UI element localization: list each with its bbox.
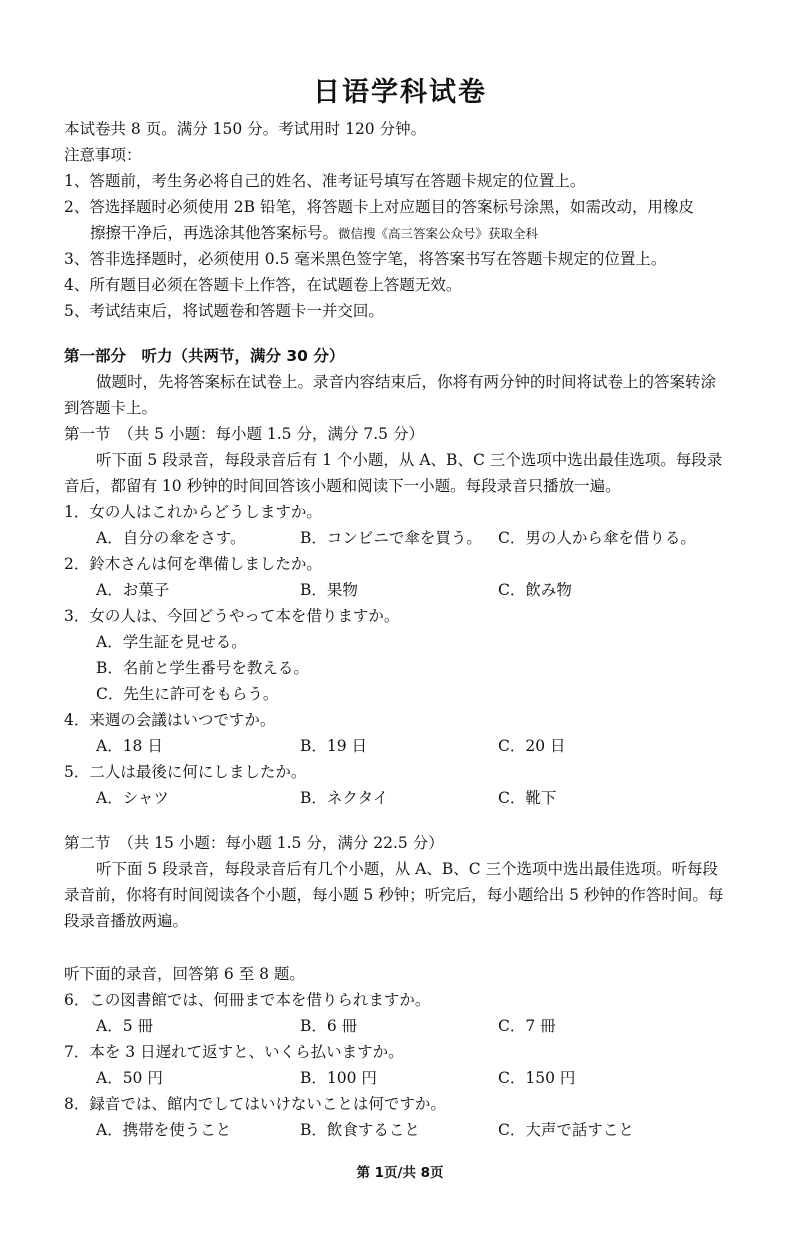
q1-option-a: A．自分の傘をさす。: [96, 529, 246, 547]
section1-heading: 第一节 （共 5 小题：每小题 1.5 分，满分 7.5 分）: [64, 425, 424, 443]
q7-option-b: B．100 円: [300, 1069, 377, 1087]
q6-option-b: B．6 冊: [300, 1017, 358, 1035]
section2-heading: 第二节 （共 15 小题：每小题 1.5 分，满分 22.5 分）: [64, 834, 444, 852]
q3-option-c: C．先生に許可をもらう。: [96, 685, 279, 703]
q2-option-c: C．飲み物: [498, 581, 572, 599]
q2-option-a: A．お菓子: [96, 581, 170, 599]
q4-option-c: C．20 日: [498, 737, 566, 755]
notice-2: 2、答选择题时必须使用 2B 铅笔，将答题卡上对应题目的答案标号涂黑，如需改动，用橡皮: [64, 198, 694, 216]
watermark-text: 微信搜《高三答案公众号》获取全科: [338, 226, 539, 241]
question-6: 6．この図書館では、何冊まで本を借りられますか。: [64, 991, 431, 1009]
q7-option-a: A．50 円: [96, 1069, 163, 1087]
notice-1: 1、答题前，考生务必将自己的姓名、准考证号填写在答题卡规定的位置上。: [64, 172, 586, 190]
part1-heading: 第一部分 听力（共两节，满分 30 分）: [64, 347, 345, 365]
part1-desc-2: 到答题卡上。: [64, 399, 158, 417]
q4-option-a: A．18 日: [96, 737, 163, 755]
q6-option-a: A．5 冊: [96, 1017, 153, 1035]
q2-option-b: B．果物: [300, 581, 358, 599]
q8-option-c: C．大声で話すこと: [498, 1121, 634, 1139]
intro-text: 本试卷共 8 页。满分 150 分。考试用时 120 分钟。: [64, 120, 427, 138]
page-title: 日语学科试卷: [313, 77, 487, 108]
page-footer: 第 1页/共 8页: [356, 1165, 444, 1181]
q5-option-c: C．靴下: [498, 789, 557, 807]
part1-desc-1: 做题时，先将答案标在试卷上。录音内容结束后，你将有两分钟的时间将试卷上的答案转涂: [96, 373, 717, 391]
notice-5: 5、考试结束后，将试题卷和答题卡一并交回。: [64, 302, 384, 320]
notice-4: 4、所有题目必须在答题卡上作答，在试题卷上答题无效。: [64, 276, 462, 294]
notice-2-cont: [90, 221, 538, 243]
q7-option-c: C．150 円: [498, 1069, 576, 1087]
section2-desc-2: 录音前，你将有时间阅读各个小题，每小题 5 秒钟；听完后，每小题给出 5 秒钟的作答时间。每: [64, 886, 724, 904]
question-3: 3．女の人は、今回どうやって本を借りますか。: [64, 607, 400, 625]
section2-desc-1: 听下面 5 段录音，每段录音后有几个小题，从 A、B、C 三个选项中选出最佳选项。听每段: [96, 860, 719, 878]
section1-desc-1: 听下面 5 段录音，每段录音后有 1 个小题，从 A、B、C 三个选项中选出最佳选项。每段录: [96, 451, 723, 469]
q3-option-a: A．学生証を見せる。: [96, 633, 247, 651]
section1-desc-2: 音后，都留有 10 秒钟的时间回答该小题和阅读下一小题。每段录音只播放一遍。: [64, 477, 621, 495]
question-1: 1．女の人はこれからどうしますか。: [64, 503, 322, 521]
q4-option-b: B．19 日: [300, 737, 368, 755]
notice-heading: 注意事项：: [64, 146, 142, 164]
notice-2-cont-text: 擦擦干净后，再选涂其他答案标号。: [90, 224, 339, 242]
q5-option-a: A．シャツ: [96, 789, 169, 807]
question-2: 2．鈴木さんは何を準備しましたか。: [64, 555, 322, 573]
notice-3: 3、答非选择题时，必须使用 0.5 毫米黑色签字笔，将答案书写在答题卡规定的位置上。: [64, 250, 667, 268]
q8-option-a: A．携帯を使うこと: [96, 1121, 232, 1139]
q8-option-b: B．飲食すること: [300, 1121, 420, 1139]
question-5: 5．二人は最後に何にしましたか。: [64, 763, 307, 781]
group1-intro: 听下面的录音，回答第 6 至 8 题。: [64, 965, 305, 983]
question-8: 8．録音では、館内でしてはいけないことは何ですか。: [64, 1095, 446, 1113]
question-4: 4．来週の会議はいつですか。: [64, 711, 276, 729]
q3-option-b: B．名前と学生番号を教える。: [96, 659, 309, 677]
question-7: 7．本を 3 日遅れて返すと、いくら払いますか。: [64, 1043, 404, 1061]
q6-option-c: C．7 冊: [498, 1017, 556, 1035]
q1-option-c: C．男の人から傘を借りる。: [498, 529, 696, 547]
section2-desc-3: 段录音播放两遍。: [64, 912, 189, 930]
q1-option-b: B．コンビニで傘を買う。: [300, 529, 482, 547]
q5-option-b: B．ネクタイ: [300, 789, 389, 807]
